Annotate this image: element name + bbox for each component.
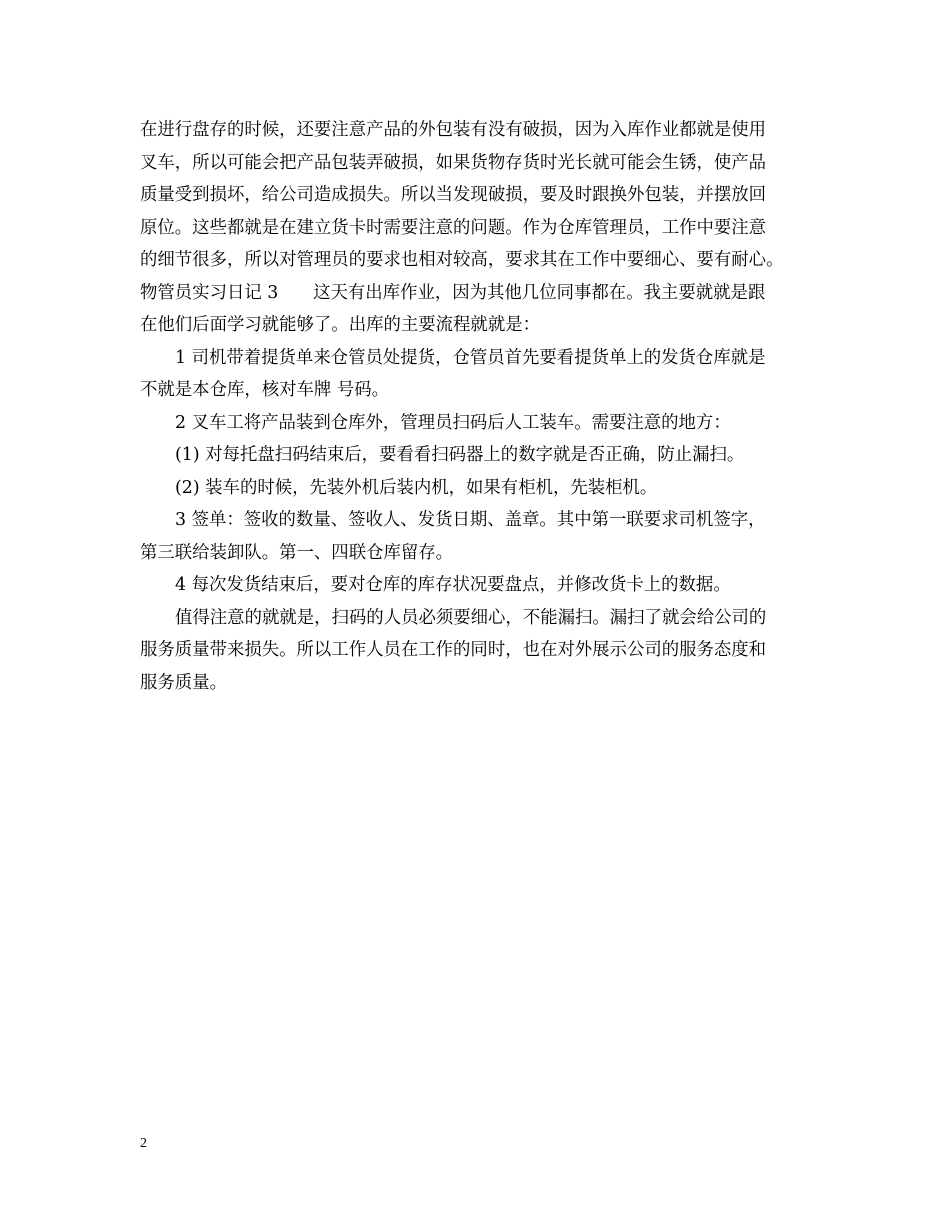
note-line: 值得注意的就就是，扫码的人员必须要细心，不能漏扫。漏扫了就会给公司的: [175, 607, 767, 628]
text-line: 原位。这些都就是在建立货卡时需要注意的问题。作为仓库管理员，工作中要注意: [140, 217, 767, 238]
page-number: 2: [140, 1136, 147, 1151]
text-line: 服务质量。: [140, 672, 227, 693]
body-text: [140, 114, 820, 699]
step-3-line: 3 签单：签收的数量、签收人、发货日期、盖章。其中第一联要求司机签字，: [175, 510, 766, 530]
text-line: 叉车，所以可能会把产品包装弄破损，如果货物存货时光长就可能会生锈，使产品: [140, 152, 767, 173]
text-line: 在进行盘存的时候，还要注意产品的外包装有没有破损，因为入库作业都就是使用: [140, 120, 767, 140]
diary-heading-line: 物管员实习日记 3 这天有出库作业，因为其他几位同事都在。我主要就就是跟: [140, 282, 766, 303]
step-4-line: 4 每次发货结束后，要对仓库的库存状况要盘点，并修改货卡上的数据。: [175, 575, 731, 595]
text-line: 不就是本仓库，核对车牌 号码。: [140, 380, 389, 400]
step-1-line: 1 司机带着提货单来仓管员处提货，仓管员首先要看提货单上的发货仓库就是: [175, 347, 766, 368]
substep-2-line: (2) 装车的时候，先装外机后装内机，如果有柜机，先装柜机。: [175, 477, 658, 498]
text-line: 第三联给装卸队。第一、四联仓库留存。: [140, 542, 454, 563]
text-line: 质量受到损坏，给公司造成损失。所以当发现破损，要及时跟换外包装，并摆放回: [140, 185, 767, 205]
text-line: 的细节很多，所以对管理员的要求也相对较高，要求其在工作中要细心、要有耐心。: [140, 250, 784, 270]
text-line: 在他们后面学习就能够了。出库的主要流程就就是：: [140, 315, 540, 335]
text-line: 服务质量带来损失。所以工作人员在工作的同时，也在对外展示公司的服务态度和: [140, 640, 767, 660]
substep-1-line: (1) 对每托盘扫码结束后，要看看扫码器上的数字就是否正确，防止漏扫。: [175, 445, 745, 465]
step-2-line: 2 叉车工将产品装到仓库外，管理员扫码后人工装车。需要注意的地方：: [175, 412, 731, 433]
